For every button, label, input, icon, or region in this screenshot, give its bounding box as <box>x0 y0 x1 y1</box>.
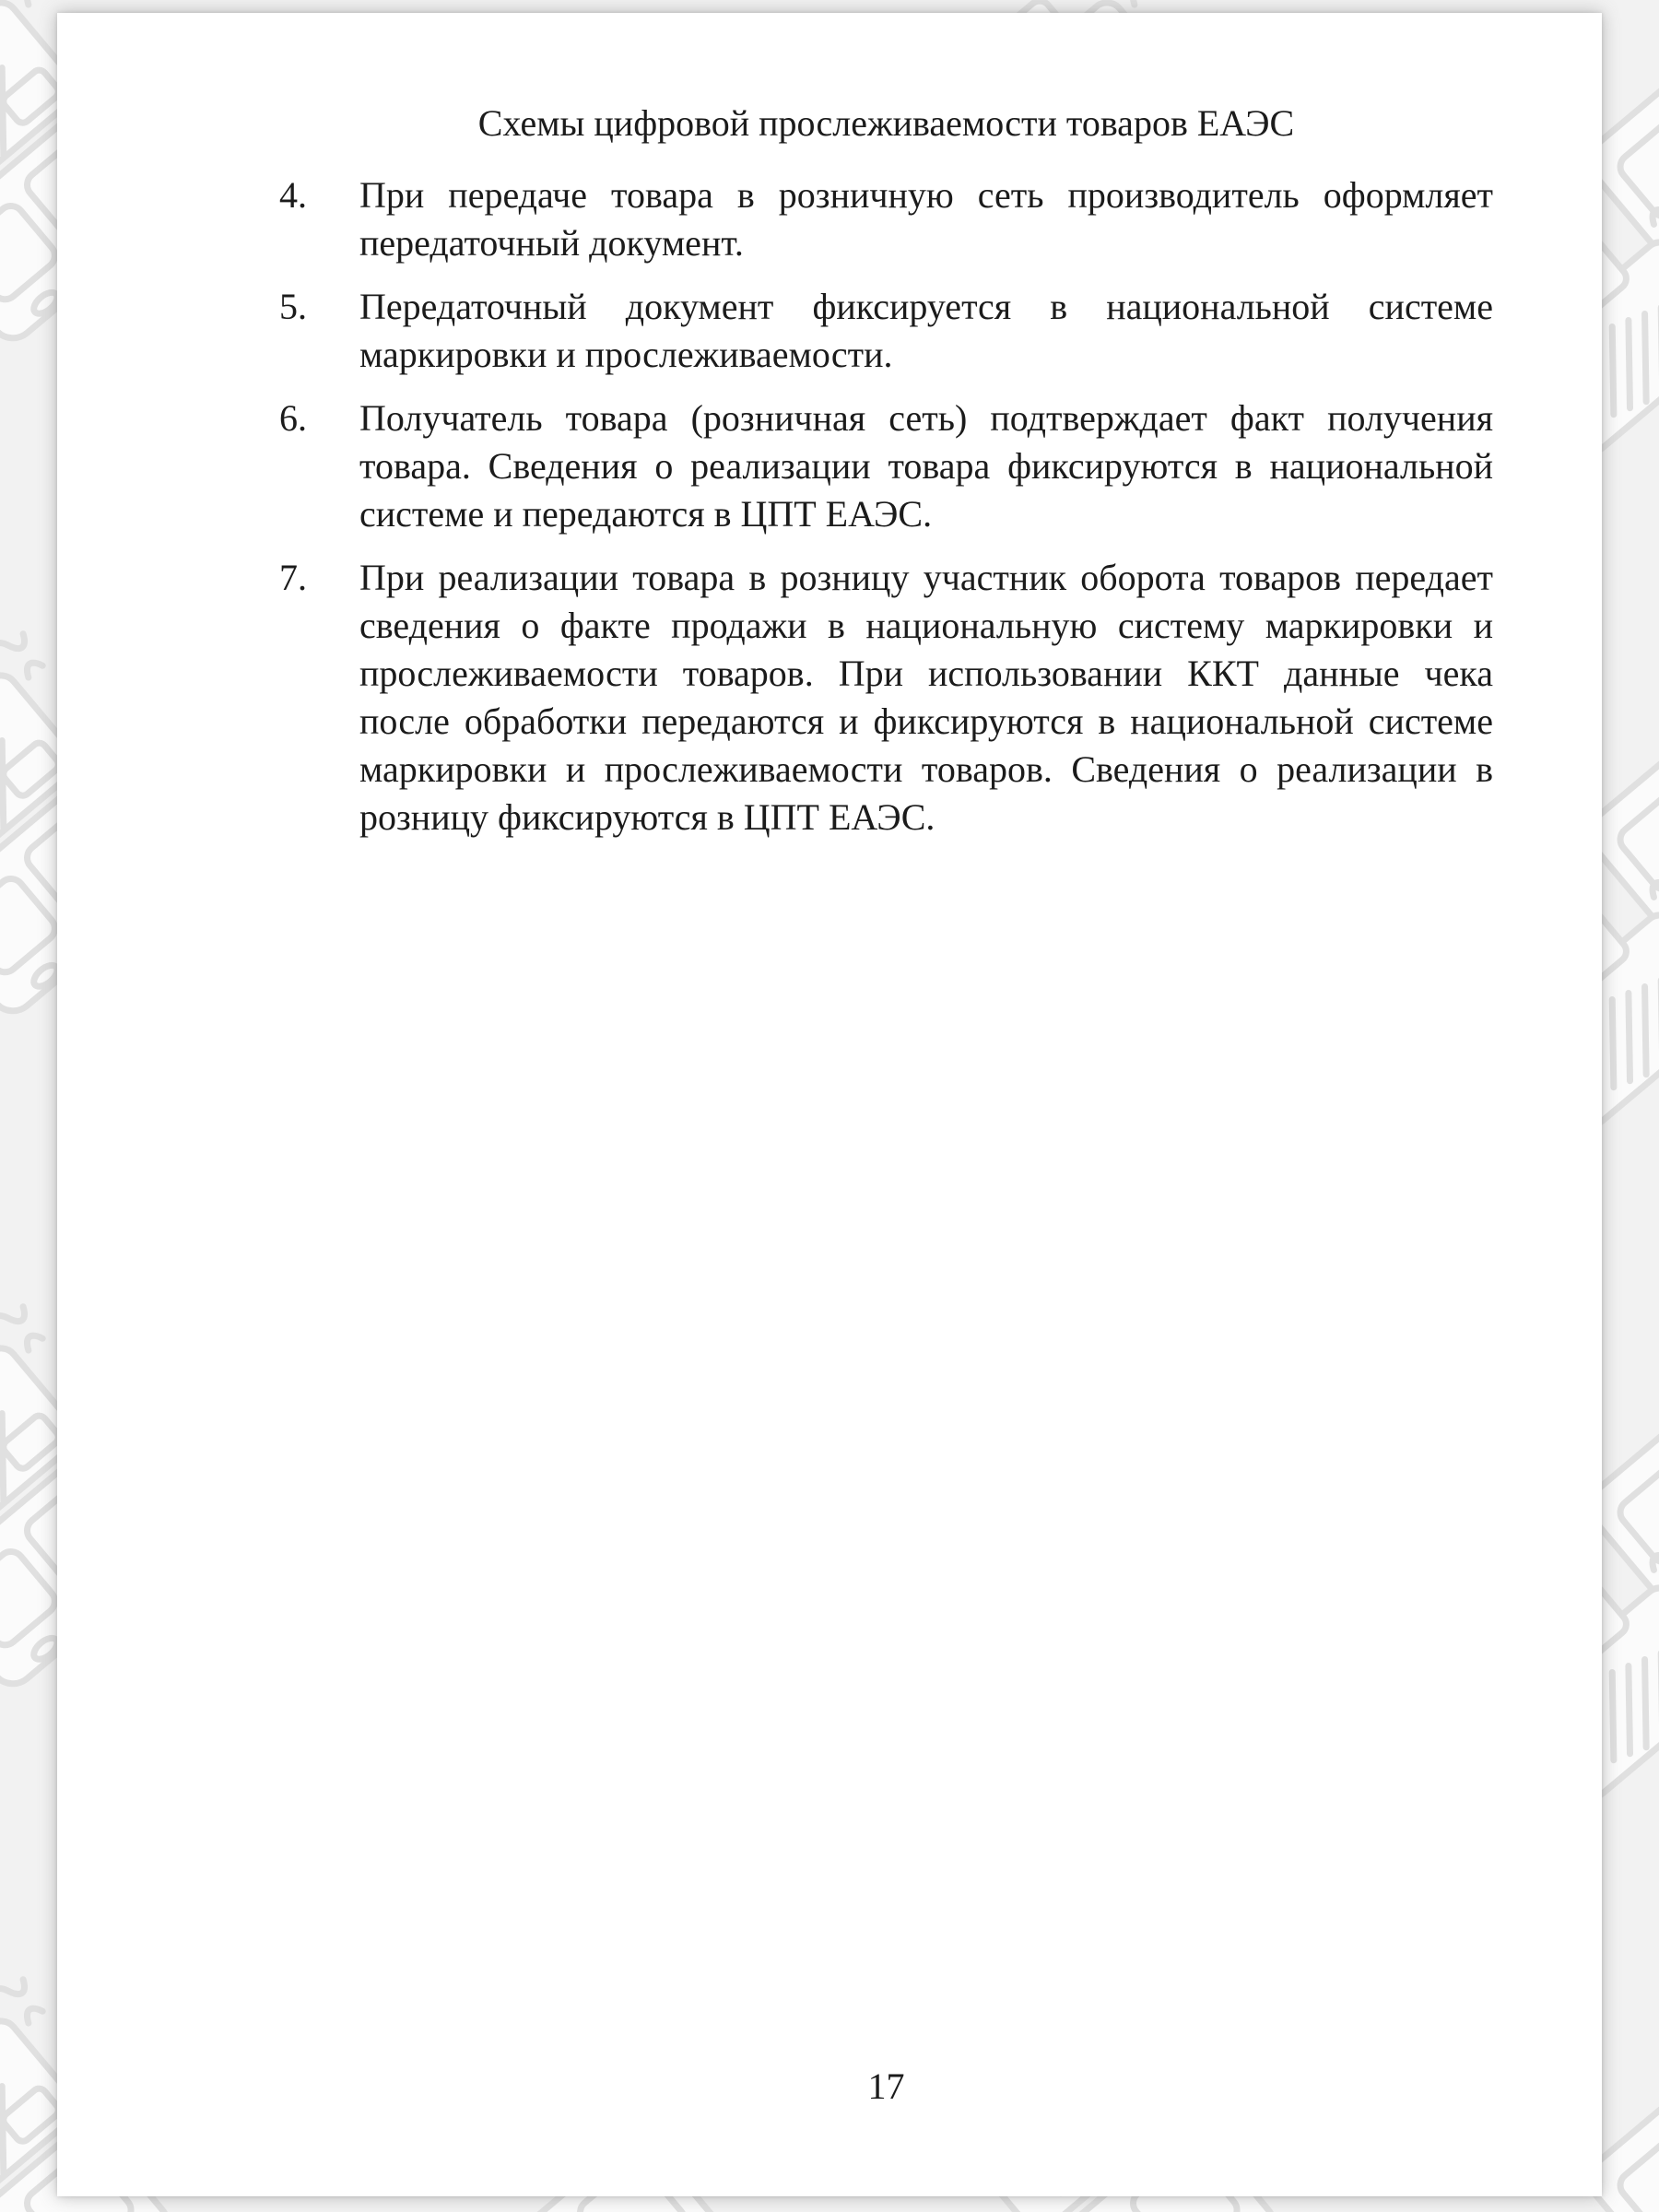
list-item <box>279 171 1493 267</box>
list-item <box>279 394 1493 538</box>
page-header: Схемы цифровой прослеживаемости товаров ЕАЭС <box>477 102 1295 144</box>
list-item <box>279 283 1493 379</box>
item-number: 4. <box>279 174 307 216</box>
item-text: При реализации товара в розницу участник оборота товаров передает сведения о факте продажи в национальную систему маркировки и прослеживаемости товаров. При использовании ККТ данные чека после обработки передаются и фиксируются в национальной системе маркировки и прослеживаемости товаров. Сведения о реализации в розницу фиксируются в ЦПТ ЕАЭС. <box>359 557 1493 838</box>
item-number: 5. <box>279 286 307 327</box>
item-text: Получатель товара (розничная сеть) подтверждает факт получения товара. Сведения о реализации товара фиксируются в национальной системе и передаются в ЦПТ ЕАЭС. <box>359 397 1493 535</box>
numbered-list <box>279 171 1493 857</box>
item-number: 6. <box>279 397 307 439</box>
item-text: При передаче товара в розничную сеть производитель оформляет передаточный документ. <box>359 174 1493 264</box>
item-number: 7. <box>279 557 307 598</box>
page-number: 17 <box>867 2065 905 2107</box>
list-item <box>279 554 1493 841</box>
document-page <box>57 13 1602 2196</box>
item-text: Передаточный документ фиксируется в национальной системе маркировки и прослеживаемости. <box>359 286 1493 375</box>
